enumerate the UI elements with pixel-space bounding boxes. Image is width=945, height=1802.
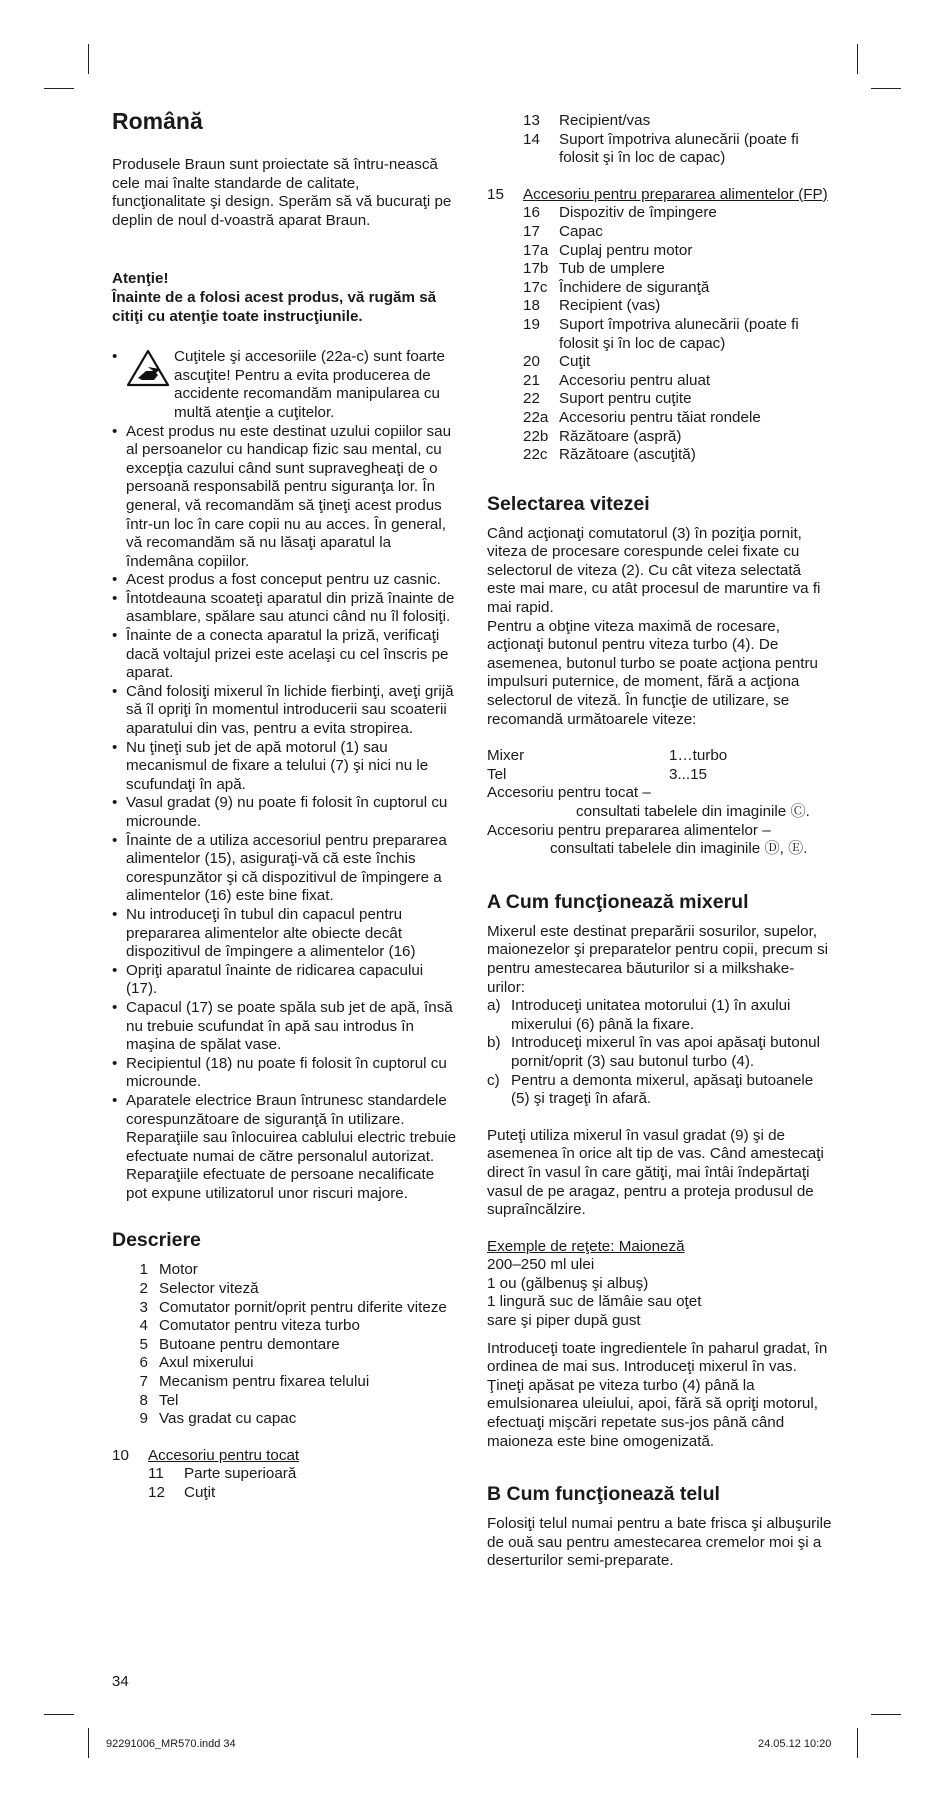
list-item: 11 Parte superioară xyxy=(148,1465,297,1483)
crop-mark xyxy=(88,44,89,74)
crop-mark xyxy=(44,1714,74,1715)
list-item: • Întotdeauna scoateţi aparatul din priză înainte de asamblare, spălare sau atunci când nu îl folosiţi. xyxy=(112,590,457,627)
recipe-line: 200–250 ml ulei xyxy=(487,1256,595,1274)
list-item: 10 Accesoriu pentru tocat xyxy=(112,1446,300,1464)
speed-section-title: Selectarea vitezei xyxy=(487,492,650,515)
list-item: 17a Cuplaj pentru motor xyxy=(523,241,693,259)
footer-date: 24.05.12 10:20 xyxy=(758,1738,832,1750)
list-item: 18 Recipient (vas) xyxy=(523,297,661,315)
fp-speed-ref: consultati tabelele din imaginile Ⓓ, Ⓔ. xyxy=(550,840,808,858)
list-item: 2 Selector viteză xyxy=(139,1280,259,1298)
chopper-speed-ref: consultati tabelele din imaginile Ⓒ. xyxy=(576,803,810,820)
list-item: 19 Suport împotriva alunecării (poate fi folosit şi în loc de capac) xyxy=(523,315,799,352)
chopper-list xyxy=(112,1447,299,1466)
description-list xyxy=(112,1261,447,1428)
list-item: • Recipientul (18) nu poate fi folosit în cuptorul cu microunde. xyxy=(112,1055,457,1092)
right-column xyxy=(487,112,832,1571)
crop-mark xyxy=(857,44,858,74)
list-item: • Vasul gradat (9) nu poate fi folosit în cuptorul cu microunde. xyxy=(112,794,457,831)
list-item: 1 Motor xyxy=(139,1261,198,1279)
list-item: 13 Recipient/vas xyxy=(523,112,651,129)
page-number: 34 xyxy=(112,1673,129,1690)
recipe-title: Exemple de reţete: Maioneză xyxy=(487,1237,685,1255)
list-item: • Înainte de a utiliza accesoriul pentru prepararea alimentelor (15), asiguraţi-vă că este închis corespunzător şi că dispozitivul de împingere a alimentelor (16) este bine fixat. xyxy=(112,832,457,906)
crop-mark xyxy=(871,1714,901,1715)
page-title: Română xyxy=(112,108,203,134)
container-list xyxy=(523,112,832,168)
list-item: 22 Suport pentru cuţite xyxy=(523,390,692,408)
list-item: 17 Capac xyxy=(523,222,603,240)
list-item: • Când folosiţi mixerul în lichide fierbinţi, aveţi grijă să îl opriţi în momentul introducerii sau scoaterii aparatului din vas, pentru a evita stropirea. xyxy=(112,683,457,739)
list-item: 4 Comutator pentru viteza turbo xyxy=(139,1317,360,1335)
speed-row: Tel 3...15 xyxy=(487,765,707,783)
food-processor-heading xyxy=(487,186,828,205)
list-item: 22b Răzătoare (aspră) xyxy=(523,427,682,445)
list-item xyxy=(112,348,457,422)
crop-mark xyxy=(871,88,901,89)
mixer-paragraph: Puteţi utiliza mixerul în vasul gradat (9) şi de asemenea în orice alt tip de vas. Când amestecaţi direct în vasul în care gătiţi, mai întâi îndepărtaţi vasul de pe aragaz, pentru a proteja produsul de supraîncălzire. xyxy=(487,1126,824,1219)
list-item: • Capacul (17) se poate spăla sub jet de apă, însă nu trebuie scufundat în apă sau introdus în maşina de spălat vase. xyxy=(112,999,457,1055)
fp-speed-label: Accesoriu pentru prepararea alimentelor – xyxy=(487,821,771,839)
attention-text: Înainte de a folosi acest produs, vă rugăm să citiţi cu atenţie toate instrucţiunile. xyxy=(112,288,437,325)
food-processor-list xyxy=(523,204,832,464)
whisk-paragraph: Folosiţi telul numai pentru a bate frisca şi albuşurile de ouă sau pentru amestecarea cremelor moi şi a deserturilor semi-preparate. xyxy=(487,1515,832,1570)
speed-paragraph: Pentru a obţine viteza maximă de rocesare, acţionaţi butonul pentru viteza turbo (4). De asemenea, butonul turbo se poate acţiona pentru impulsuri puternice, de moment, fără a acţiona selectorul de viteză. În funcţie de utilizare, se recomandă următoarele viteze: xyxy=(487,617,818,728)
description-title: Descriere xyxy=(112,1229,201,1252)
speed-paragraph: Când acţionaţi comutatorul (3) în poziţia pornit, viteza de procesare corespunde celei fixate cu selectorul de viteza (2). Cu cât viteza selectată este mai mare, cu atât procesul de maruntire va fi mai rapid. xyxy=(487,524,821,617)
intro-paragraph: Produsele Braun sunt proiectate să întru-nească cele mai înalte standarde de calitate, funcţionalitate şi design. Sperăm să vă bucuraţi pe deplin de noul d-voastră aparat Braun. xyxy=(112,156,452,229)
whisk-section-title: B Cum funcţionează telul xyxy=(487,1483,720,1506)
list-item: 9 Vas gradat cu capac xyxy=(139,1410,297,1428)
recipe-paragraph: Introduceţi toate ingredientele în paharul gradat, în ordinea de mai sus. Introduceţi mixerul în vas. Ţineţi apăsat pe viteza turbo (4) până la emulsionarea uleiului, apoi, fără să opriţi motorul, efectuaţi mişcări repetate sus-jos până când maioneza este bine omogenizată. xyxy=(487,1339,828,1450)
list-item: 5 Butoane pentru demontare xyxy=(139,1335,340,1353)
list-item: • Aparatele electrice Braun întrunesc standardele corespunzătoare de siguranţă în utilizare. Reparaţiile sau înlocuirea cablului electric trebuie efectuate numai de către personalul autorizat. Reparaţiile efectuate de persoane necalificate pot expune utilizatorul unor riscuri majore. xyxy=(112,1092,457,1204)
list-item: 17c Închidere de siguranţă xyxy=(523,278,710,296)
mixer-steps xyxy=(487,997,832,1109)
warning-text: • Cuţitele şi accesoriile (22a-c) sunt foarte ascuţite! Pentru a evita producerea de accidente recomandăm manipularea cu multă atenţie a cuţitelor. xyxy=(174,348,445,421)
list-item: 17b Tub de umplere xyxy=(523,260,665,278)
crop-mark xyxy=(44,88,74,89)
list-item: a) Introduceţi unitatea motorului (1) în axului mixerului (6) până la fixare. xyxy=(487,997,791,1033)
list-item: 14 Suport împotriva alunecării (poate fi folosit şi în loc de capac) xyxy=(523,130,799,167)
list-item: 8 Tel xyxy=(139,1391,179,1409)
list-item: • Nu introduceţi în tubul din capacul pentru prepararea alimentelor alte obiecte decât dispozitivul de împingere a alimentelor (16) xyxy=(112,906,457,962)
list-item: • Opriţi aparatul înainte de ridicarea capacului (17). xyxy=(112,962,457,999)
chopper-sublist xyxy=(148,1465,296,1502)
list-item: 3 Comutator pornit/oprit pentru diferite viteze xyxy=(139,1298,447,1316)
recipe-line: sare şi piper după gust xyxy=(487,1312,641,1330)
list-item: 6 Axul mixerului xyxy=(139,1354,254,1372)
list-item: 12 Cuţit xyxy=(148,1484,216,1501)
list-item: • Înainte de a conecta aparatul la priză, verificaţi dacă voltajul prizei este acelaşi cu cel înscris pe aparat. xyxy=(112,627,457,683)
left-column xyxy=(112,108,457,1503)
footer-file: 92291006_MR570.indd 34 xyxy=(106,1738,236,1750)
sharp-blade-warning-icon xyxy=(126,349,170,387)
mixer-section-title: A Cum funcţionează mixerul xyxy=(487,890,749,913)
list-item: • Acest produs nu este destinat uzului copiilor sau al persoanelor cu handicap fizic sau mental, cu excepţia cazului când sunt supravegheaţi de o persoană responsabilă pentru siguranţa lor. În general, vă recomandăm să ţineţi acest produs într-un loc în care copii nu au acces. În general, vă recomandăm să nu lăsaţi aparatul la îndemâna copiilor. xyxy=(112,423,457,572)
list-item: c) Pentru a demonta mixerul, apăsaţi butoanele (5) şi trageţi în afară. xyxy=(487,1071,814,1108)
list-item: • Acest produs a fost conceput pentru uz casnic. xyxy=(112,571,457,590)
list-item: • Nu ţineţi sub jet de apă motorul (1) sau mecanismul de fixare a telului (7) şi nici nu le scufundaţi în apă. xyxy=(112,739,457,795)
list-item: 22a Accesoriu pentru tăiat rondele xyxy=(523,408,761,426)
recipe-line: 1 ou (gălbenuş şi albuş) xyxy=(487,1274,649,1292)
chopper-speed-label: Accesoriu pentru tocat – xyxy=(487,784,651,802)
attention-title: Atenţie! xyxy=(112,270,169,288)
recipe-line: 1 lingură suc de lămâie sau oţet xyxy=(487,1293,702,1311)
list-item: 16 Dispozitiv de împingere xyxy=(523,204,717,222)
list-item: 15 Accesoriu pentru prepararea alimentelor (FP) xyxy=(487,185,828,203)
speed-row: Mixer 1…turbo xyxy=(487,747,728,765)
list-item: 22c Răzătoare (ascuţită) xyxy=(523,446,696,464)
mixer-paragraph: Mixerul este destinat preparării sosurilor, supelor, maionezelor şi preparatelor pentru copii, precum si pentru amestecarea băuturilor si a milkshake-urilor: xyxy=(487,922,829,996)
safety-list xyxy=(112,348,457,1203)
crop-mark xyxy=(857,1728,858,1758)
list-item: b) Introduceţi mixerul în vas apoi apăsaţi butonul pornit/oprit (3) sau butonul turbo (4). xyxy=(487,1034,820,1070)
crop-mark xyxy=(88,1728,89,1758)
list-item: 21 Accesoriu pentru aluat xyxy=(523,371,711,389)
list-item: 7 Mecanism pentru fixarea telului xyxy=(139,1373,370,1391)
list-item: 20 Cuţit xyxy=(523,353,591,371)
